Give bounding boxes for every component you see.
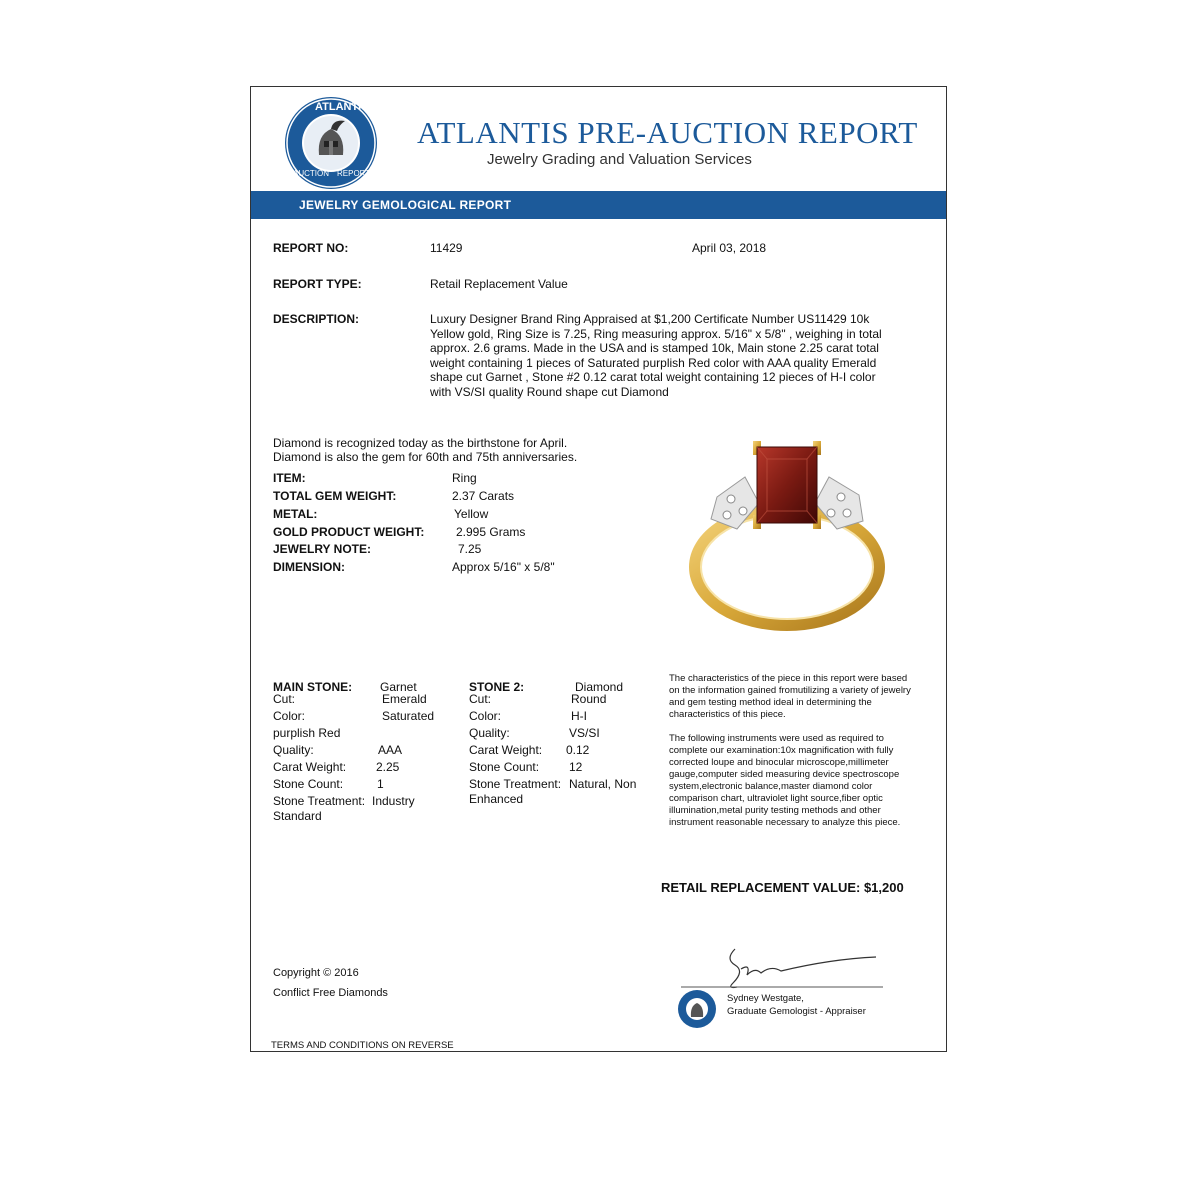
- notes-paragraph-2: The following instruments were used as required to complete our examination:10x magnification with fully corrected loupe and binocular microscope,millimeter gauge,computer sided measuring device spectroscope system,electronic balance,master diamond color comparison chart, ultraviolet light source,fiber optic illumination,metal purity testing methods and other instrument reasonable necessary to analyze this piece.: [669, 733, 901, 828]
- stone2-color-label: Color:: [469, 709, 502, 723]
- page-subtitle: Jewelry Grading and Valuation Services: [487, 151, 752, 168]
- band-title: JEWELRY GEMOLOGICAL REPORT: [299, 198, 512, 212]
- report-type-value: Retail Replacement Value: [430, 277, 568, 291]
- page-title: ATLANTIS PRE-AUCTION REPORT: [417, 115, 918, 150]
- spec-label-metal: METAL:: [273, 507, 318, 521]
- spec-label-gold-weight: GOLD PRODUCT WEIGHT:: [273, 525, 425, 539]
- main-stone-cut-value: Emerald: [382, 692, 427, 706]
- stone2-cut-value: Round: [571, 692, 607, 706]
- logo-text-report: REPORT: [337, 169, 371, 178]
- main-stone-color-value: Saturated: [382, 709, 435, 723]
- main-stone-color-value-2: purplish Red: [273, 726, 341, 740]
- main-stone-treatment-value: Industry: [372, 794, 415, 808]
- report-type-label: REPORT TYPE:: [273, 277, 362, 291]
- logo-text-auction: AUCTION: [293, 169, 329, 178]
- spec-value-metal: Yellow: [454, 507, 489, 521]
- spec-label-jewelry-note: JEWELRY NOTE:: [273, 542, 372, 556]
- copyright: Copyright © 2016: [273, 967, 359, 979]
- main-stone-name: Garnet: [380, 680, 417, 694]
- main-stone-quality-value: AAA: [378, 743, 403, 757]
- spec-value-jewelry-note: 7.25: [458, 542, 482, 556]
- stone2-count-value: 12: [569, 760, 583, 774]
- report-document: [250, 86, 947, 1052]
- stone2-quality-label: Quality:: [469, 726, 510, 740]
- spec-value-total-gem-weight: 2.37 Carats: [452, 489, 515, 503]
- stone2-weight-value: 0.12: [566, 743, 590, 757]
- main-stone-treatment-value-2: Standard: [273, 809, 322, 823]
- spec-label-item: ITEM:: [273, 471, 306, 485]
- stone2-cut-label: Cut:: [469, 692, 492, 706]
- birthstone-note: [273, 436, 577, 464]
- spec-value-item: Ring: [452, 471, 477, 485]
- stone2-treatment-label: Stone Treatment:: [469, 777, 562, 791]
- logo-text-top: ATLANTIS: [315, 101, 369, 113]
- spec-label-total-gem-weight: TOTAL GEM WEIGHT:: [273, 489, 397, 503]
- report-no-value: 11429: [430, 241, 463, 255]
- main-stone-color-label: Color:: [273, 709, 306, 723]
- stone2-color-value: H-I: [571, 709, 587, 723]
- birthstone-line-2: Diamond is also the gem for 60th and 75th anniversaries.: [273, 450, 578, 464]
- report-date: April 03, 2018: [692, 241, 767, 255]
- description-text: Luxury Designer Brand Ring Appraised at $1,200 Certificate Number US11429 10k Yellow gold, Ring Size is 7.25, Ring measuring approx. 5/16" x 5/8" , weighing in total approx. 2.6 grams. Made in the USA and is stamped 10k, Main stone 2.25 carat total weight containing 1 pieces of Saturated purplish Red color with AAA quality Emerald shape cut Garnet , Stone #2 0.12 carat total weight containing 12 pieces of H-I color with VS/SI quality Round shape cut Diamond: [430, 312, 882, 399]
- birthstone-line-1: Diamond is recognized today as the birthstone for April.: [273, 436, 568, 450]
- signer-name: Sydney Westgate,: [727, 993, 804, 1004]
- stone2-treatment-value: Natural, Non: [569, 777, 637, 791]
- main-stone-quality-label: Quality:: [273, 743, 314, 757]
- terms-link: TERMS AND CONDITIONS ON REVERSE: [271, 1040, 454, 1051]
- main-stone-count-label: Stone Count:: [273, 777, 344, 791]
- stone2-treatment-value-2: Enhanced: [469, 792, 524, 806]
- report-no-label: REPORT NO:: [273, 241, 349, 255]
- ring-image: [687, 437, 887, 633]
- main-stone-treatment-label: Stone Treatment:: [273, 794, 366, 808]
- instrument-notes: [669, 673, 919, 829]
- description-label: DESCRIPTION:: [273, 312, 360, 326]
- main-stone-title: MAIN STONE:: [273, 680, 353, 694]
- spec-label-dimension: DIMENSION:: [273, 560, 345, 574]
- retail-replacement-value: RETAIL REPLACEMENT VALUE: $1,200: [661, 880, 904, 895]
- spec-value-dimension: Approx 5/16" x 5/8": [452, 560, 555, 574]
- stone2-weight-label: Carat Weight:: [469, 743, 543, 757]
- notes-paragraph-1: The characteristics of the piece in this report were based on the information gained fromutilizing a variety of jewelry and gem testing method ideal in determining the characteristics of this piece.: [669, 673, 911, 720]
- stone2-name: Diamond: [575, 680, 624, 694]
- main-stone-weight-value: 2.25: [376, 760, 400, 774]
- stone2-quality-value: VS/SI: [569, 726, 600, 740]
- signer-title: Graduate Gemologist - Appraiser: [727, 1006, 866, 1017]
- section-band: [251, 191, 946, 219]
- seal-icon: [677, 989, 717, 1029]
- stone2-title: STONE 2:: [469, 680, 525, 694]
- main-stone-weight-label: Carat Weight:: [273, 760, 347, 774]
- main-stone-count-value: 1: [377, 777, 384, 791]
- conflict-free: Conflict Free Diamonds: [273, 987, 388, 999]
- stone2-count-label: Stone Count:: [469, 760, 540, 774]
- main-stone-cut-label: Cut:: [273, 692, 296, 706]
- spec-value-gold-weight: 2.995 Grams: [456, 525, 526, 539]
